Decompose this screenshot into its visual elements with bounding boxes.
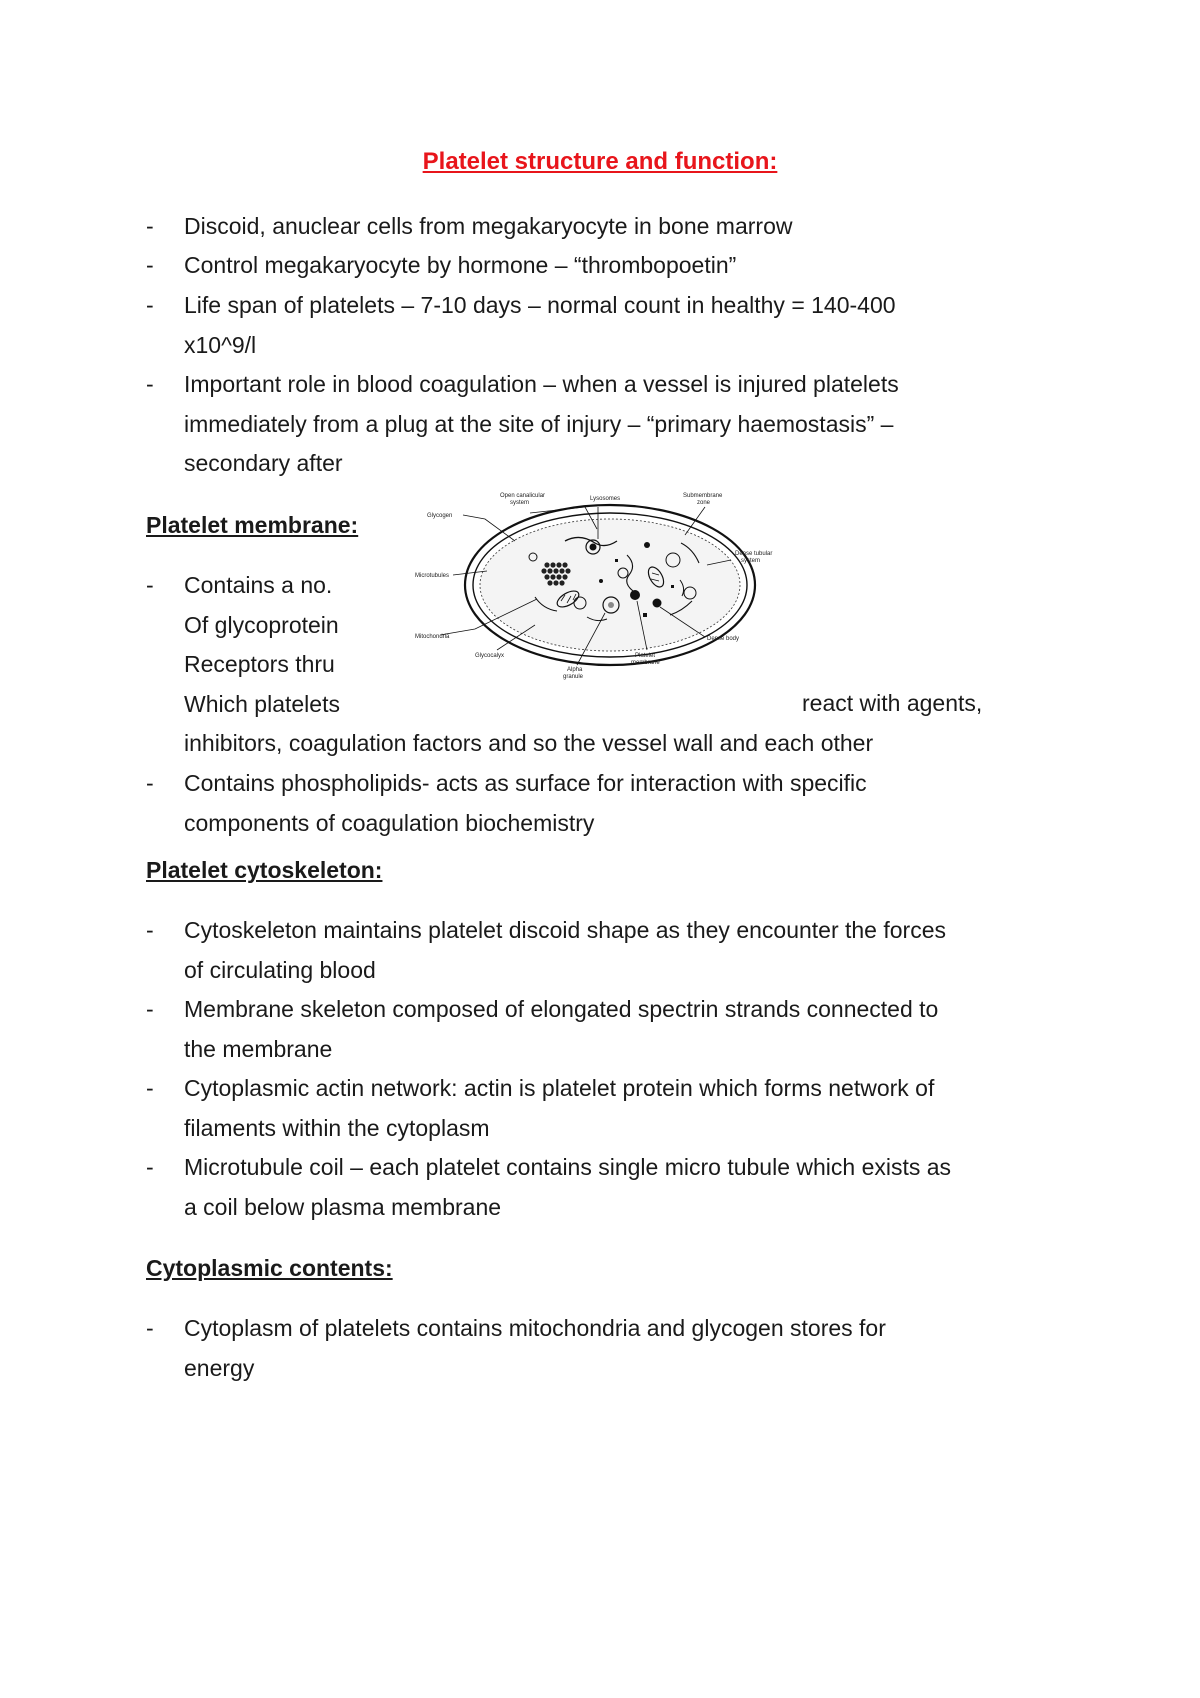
bullet-dash: - (146, 213, 154, 239)
label-platelet-membrane: Platelet (635, 653, 656, 659)
label-open-canalicular: Open canalicular (500, 493, 546, 499)
label-microtubules: Microtubules (415, 573, 450, 579)
bullet-dash: - (146, 1075, 154, 1101)
list-item-text: a coil below plasma membrane (184, 1193, 502, 1220)
section-heading-cytoskeleton: Platelet cytoskeleton: (146, 857, 383, 883)
page-title: Platelet structure and function: (422, 148, 778, 175)
label-alpha-granule: Alpha (567, 667, 583, 673)
list-item-text: of circulating blood (184, 956, 376, 983)
label-submembrane-2: zone (697, 500, 711, 506)
label-dense-body: Dense body (707, 636, 740, 642)
list-item-text: Important role in blood coagulation – when a vessel is injured platelets (184, 371, 899, 397)
label-mitochondria: Mitochondria (415, 634, 450, 640)
label-platelet-membrane-2: membrane (631, 660, 660, 666)
list-item-text: Microtubule coil – each platelet contains single micro tubule which exists as (184, 1154, 952, 1180)
label-dense-tubular-2: system (741, 558, 761, 564)
list-item-text: immediately from a plug at the site of injury – “primary haemostasis” – (184, 410, 894, 437)
list-item-text-right: react with agents, (802, 690, 983, 716)
list-item-text: Discoid, anuclear cells from megakaryocyte in bone marrow (184, 213, 793, 239)
label-alpha-granule-2: granule (563, 674, 584, 680)
label-submembrane: Submembrane (683, 493, 723, 499)
list-item-text: Life span of platelets – 7-10 days – normal count in healthy = 140-400 (184, 292, 896, 318)
list-item-text: Cytoplasmic actin network: actin is platelet protein which forms network of (184, 1075, 935, 1101)
bullet-dash: - (146, 1315, 154, 1341)
list-item-text: inhibitors, coagulation factors and so the vessel wall and each other (184, 730, 874, 756)
list-item-text: the membrane (184, 1035, 333, 1062)
label-glycogen: Glycogen (427, 513, 453, 519)
bullet-dash: - (146, 917, 154, 943)
list-item-text: Membrane skeleton composed of elongated spectrin strands connected to (184, 996, 939, 1022)
list-item-text: Of glycoprotein (184, 611, 339, 638)
bullet-dash: - (146, 371, 154, 397)
section-heading-membrane: Platelet membrane: (146, 512, 359, 538)
label-glycocalyx: Glycocalyx (475, 653, 505, 659)
label-lysosomes: Lysosomes (590, 496, 621, 502)
list-item-text: components of coagulation biochemistry (184, 809, 595, 836)
list-item-text: Cytoskeleton maintains platelet discoid shape as they encounter the forces (184, 917, 946, 943)
bullet-dash: - (146, 292, 154, 318)
bullet-dash: - (146, 252, 154, 278)
bullet-dash: - (146, 996, 154, 1022)
list-item-text: Contains phospholipids- acts as surface for interaction with specific (184, 770, 867, 796)
dense-body-shape (630, 590, 640, 600)
bullet-dash: - (146, 1154, 154, 1180)
list-item-text: Control megakaryocyte by hormone – “thrombopoetin” (184, 252, 737, 278)
list-item-text: Which platelets (184, 690, 340, 717)
list-item-text: Receptors thru (184, 651, 335, 677)
label-open-canalicular-2: system (510, 500, 530, 506)
list-item-text: Cytoplasm of platelets contains mitochondria and glycogen stores for (184, 1315, 886, 1341)
list-item-text: energy (184, 1354, 255, 1381)
submembrane-zone-shape (480, 519, 740, 651)
list-item-text: secondary after (184, 450, 343, 476)
platelet-diagram (415, 485, 805, 690)
list-item-text: filaments within the cytoplasm (184, 1114, 490, 1141)
bullet-dash: - (146, 572, 154, 598)
list-item-text: x10^9/l (184, 331, 257, 358)
section-heading-cytoplasmic: Cytoplasmic contents: (146, 1255, 393, 1281)
bullet-dash: - (146, 770, 154, 796)
list-item-text: Contains a no. (184, 572, 333, 598)
label-dense-tubular: Dense tubular (735, 551, 773, 557)
